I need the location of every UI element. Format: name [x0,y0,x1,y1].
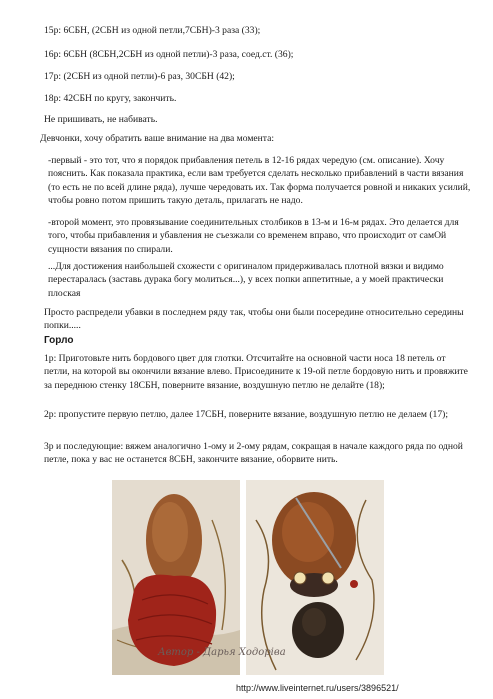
row-18: 18р: 42СБН по кругу, закончить. [44,93,177,104]
section-title: Горло [44,335,74,346]
point-fourth: Просто распредели убавки в последнем ряду так, чтобы они были посередине относительно середины попки..... [44,307,464,332]
crochet-photo-right [246,480,384,675]
author-signature: Автор - Дарья Ходорiва [158,647,286,658]
gorlo-row-2: 2р: пропустите первую петлю, далее 17СБН, поверните вязание, воздушную петлю не делаем (17); [44,409,449,420]
crochet-photo-left-image [112,480,240,675]
gorlo-row-3: 3р и последующие: вяжем аналогично 1-ому и 2-ому рядам, сокращая в начале каждого ряда по одной петле, пока у вас не останется 8СБН, закончите вязание, оборвите нить. [44,441,463,466]
row-15: 15р: 6СБН, (2СБН из одной петли,7СБН)-3 раза (33); [44,25,261,36]
footer-url[interactable]: http://www.liveinternet.ru/users/3896521/ [236,683,399,693]
row-16: 16р: 6СБН (8СБН,2СБН из одной петли)-3 раза, соед.ст. (36); [44,49,294,60]
point-first: -первый - это тот, что я порядок прибавления петель в 12-16 рядах чередую (см. описание). Хочу пояснить. Как показала практика, если вам требуется сделать несколько прибавлений в части вязания (то есть не по всей длине ряда), лучше чередовать их. Так форма получается ровной и никаких усилий, чтобы ровно потом пришить такую деталь, прилагать не надо. [48,155,471,207]
crochet-photo-left [112,480,240,675]
row-17: 17р: (2СБН из одной петли)-6 раз, 30СБН (42); [44,71,235,82]
gorlo-row-1: 1р: Приготовьте нить бордового цвет для глотки. Отсчитайте на основной части носа 18 петель от петли, на которой вы окончили вязание влево. Присоедините к 19-ой петле бордовую нить и провяжите за переднюю стенку 18СБН, поверните вязание, воздушную петлю не делайте (18); [44,353,468,391]
intro-text: Девчонки, хочу обратить ваше внимание на два момента: [40,133,275,144]
point-third: ...Для достижения наибольшей схожести с оригиналом придерживалась плотной вязки и видимо перестаралась (заставь дурака богу молиться...), у всех попки аппетитные, а у моей практически плоская [48,261,444,299]
point-second: -второй момент, это провязывание соединительных столбиков в 13-м и 16-м рядах. Это делается для того, чтобы прибавления и убавления не съезжали со временем вправо, что происходит от самОй сущности вязания по спирали. [48,217,459,255]
crochet-photo-right-image [246,480,384,675]
note: Не пришивать, не набивать. [44,114,158,125]
